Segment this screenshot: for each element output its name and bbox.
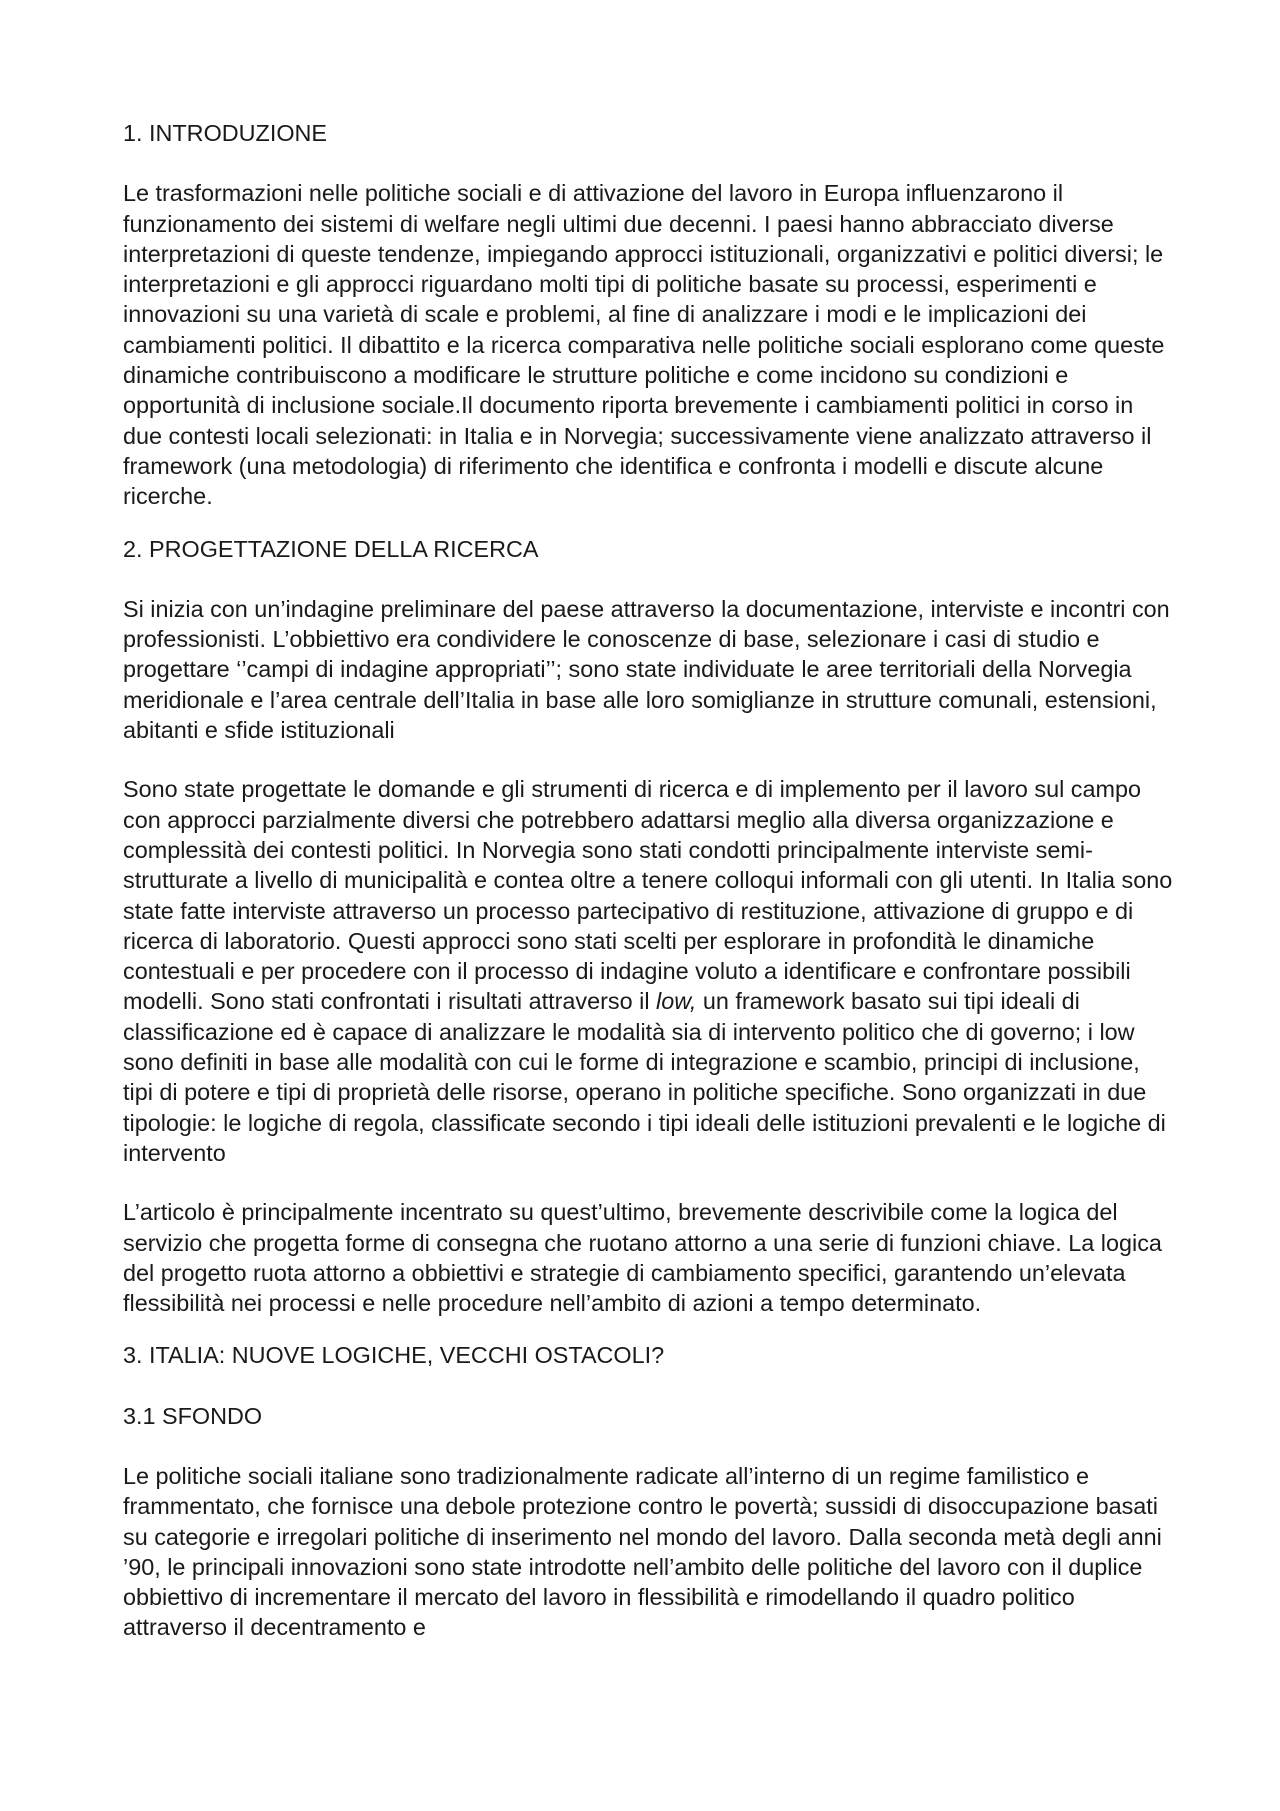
paragraph-articolo: L’articolo è principalmente incentrato su quest’ultimo, brevemente descrivibile come la logica del servizio che progetta forme di consegna che ruotano attorno a una serie di funzioni chiave. La logica del progetto ruota attorno a obbiettivi e strategie di cambiamento specifici, garantendo un’elevata flessibilità nei processi e nelle procedure nell’ambito di azioni a tempo determinato.	[123, 1199, 1162, 1317]
paragraph-metodologia	[123, 774, 1173, 1168]
section-heading-progettazione: 2. PROGETTAZIONE DELLA RICERCA	[123, 535, 539, 562]
section-heading-introduzione: 1. INTRODUZIONE	[123, 120, 328, 146]
paragraph-introduzione: Le trasformazioni nelle politiche sociali e di attivazione del lavoro in Europa influenzarono il funzionamento dei sistemi di welfare negli ultimi due decenni. I paesi hanno abbracciato diverse interpretazioni di queste tendenze, impiegando approcci istituzionali, organizzativi e politici diversi; le interpretazioni e gli approcci riguardano molti tipi di politiche basate su processi, esperimenti e innovazioni su una varietà di scale e problemi, al fine di analizzare i modi e le implicazioni dei cambiamenti politici. Il dibattito e la ricerca comparativa nelle politiche sociali esplorano come queste dinamiche contribuiscono a modificare le strutture politiche e come incidono su condizioni e opportunità di inclusione sociale.Il documento riporta brevemente i cambiamenti politici in corso in due contesti locali selezionati: in Italia e in Norvegia; successivamente viene analizzato attraverso il framework (una metodologia) di riferimento che identifica e confronta i modelli e discute alcune ricerche.	[123, 180, 1165, 510]
subsection-heading-sfondo: 3.1 SFONDO	[123, 1402, 263, 1429]
paragraph-indagine-preliminare: Si inizia con un’indagine preliminare del paese attraverso la documentazione, interviste e incontri con professionisti. L’obbiettivo era condividere le conoscenze di base, selezionare i casi di studio e progettare ‘’campi di indagine appropriati’’; sono state individuate le aree territoriali della Norvegia meridionale e l’area centrale dell’Italia in base alle loro somiglianze in strutture comunali, estensioni, abitanti e sfide istituzionali	[123, 595, 1170, 744]
term-low: low,	[656, 988, 697, 1015]
paragraph-metodologia-part-2: un framework basato sui tipi ideali di classificazione ed è capace di analizzare le modalità sia di intervento politico che di governo; i low sono definiti in base alle modalità con cui le forme di integrazione e scambio, principi di inclusione, tipi di potere e tipi di proprietà delle risorse, operano in politiche specifiche. Sono organizzati in due tipologie: le logiche di regola, classificate secondo i tipi ideali delle istituzioni prevalenti e le logiche di intervento	[123, 988, 1166, 1166]
paragraph-sfondo: Le politiche sociali italiane sono tradizionalmente radicate all’interno di un regime familistico e frammentato, che fornisce una debole protezione contro le povertà; sussidi di disoccupazione basati su categorie e irregolari politiche di inserimento nel mondo del lavoro. Dalla seconda metà degli anni ’90, le principali innovazioni sono state introdotte nell’ambito delle politiche del lavoro con il duplice obbiettivo di incrementare il mercato del lavoro in flessibilità e rimodellando il quadro politico attraverso il decentramento e	[123, 1462, 1162, 1641]
paragraph-metodologia-part-1: Sono state progettate le domande e gli strumenti di ricerca e di implemento per il lavoro sul campo con approcci parzialmente diversi che potrebbero adattarsi meglio alla diversa organizzazione e complessità dei contesti politici. In Norvegia sono stati condotti principalmente interviste semi-strutturate a livello di municipalità e contea oltre a tenere colloqui informali con gli utenti. In Italia sono state fatte interviste attraverso un processo partecipativo di restituzione, attivazione di gruppo e di ricerca di laboratorio. Questi approcci sono stati scelti per esplorare in profondità le dinamiche contestuali e per procedere con il processo di indagine voluto a identificare e confrontare possibili modelli. Sono stati confrontati i risultati attraverso il	[123, 776, 1173, 1015]
section-heading-italia: 3. ITALIA: NUOVE LOGICHE, VECCHI OSTACOLI?	[123, 1342, 665, 1369]
document-body	[123, 118, 1173, 1672]
